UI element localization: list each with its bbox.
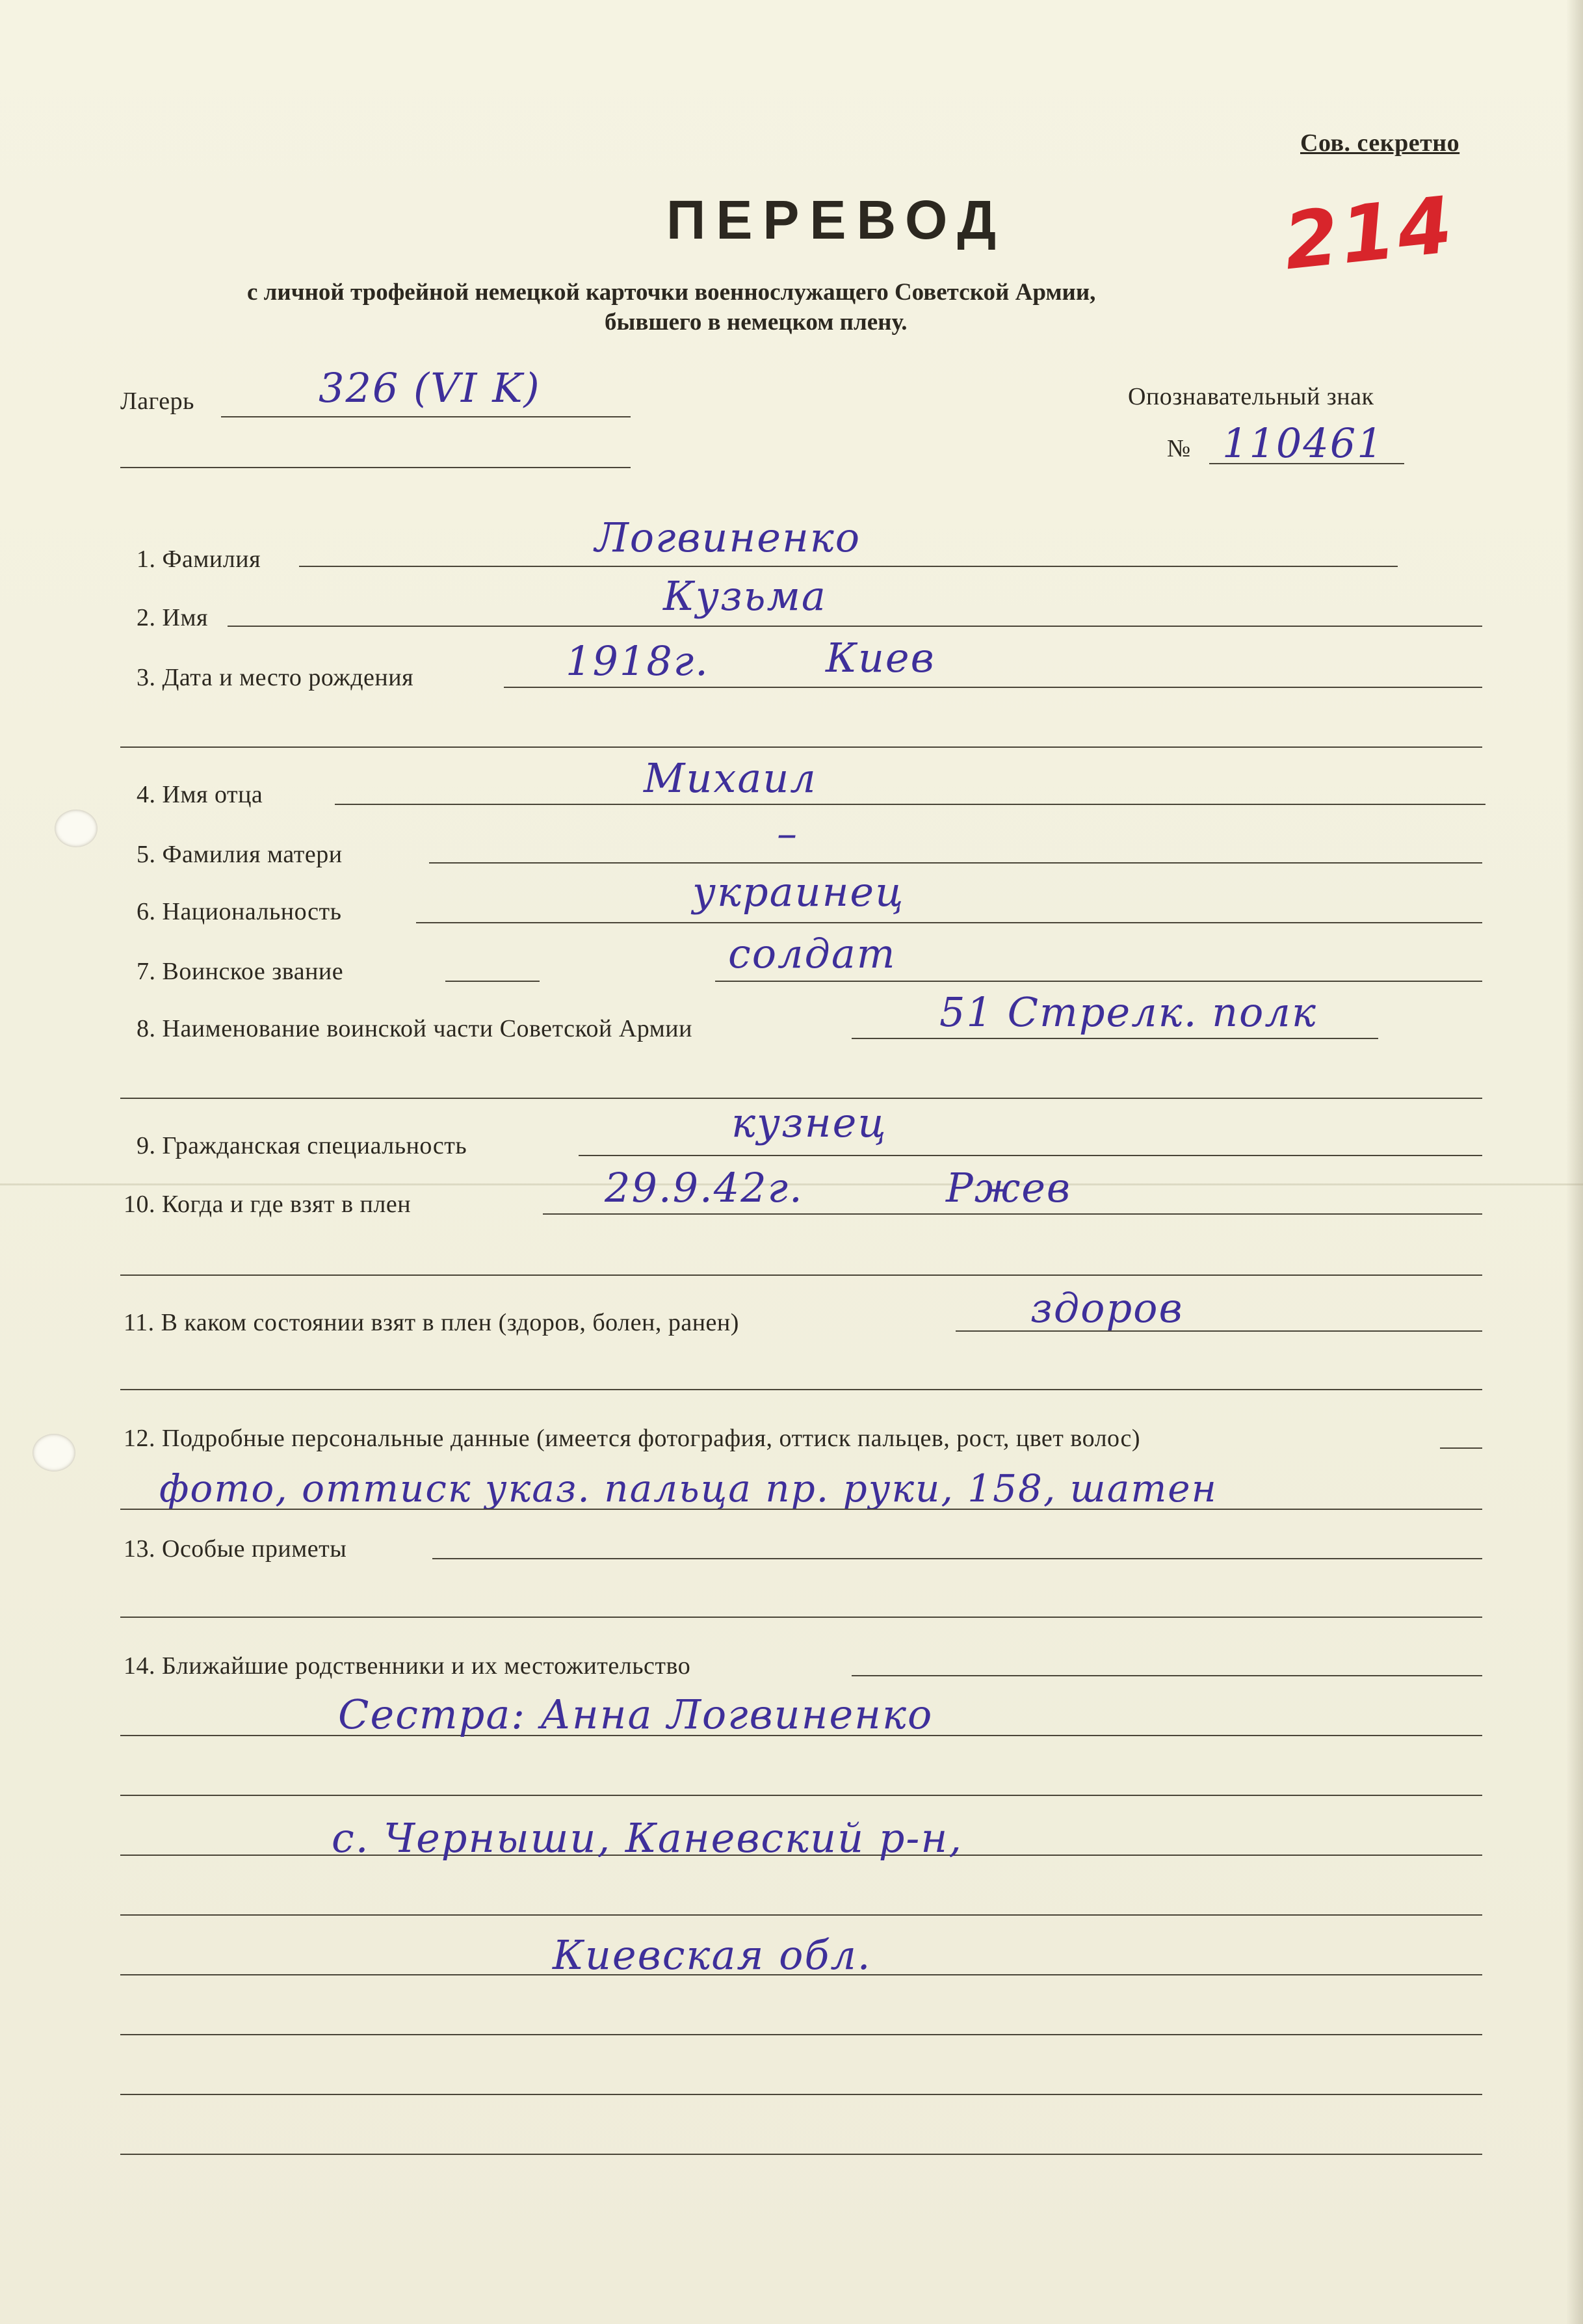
field-12-line: [1440, 1447, 1482, 1449]
field-7-label: 7. Воинское звание: [137, 958, 344, 985]
field-7-line-b: [715, 981, 1482, 982]
field-6-label: 6. Национальность: [137, 898, 342, 925]
field-12-line-2: [120, 1509, 1482, 1510]
field-14-value-line-2: с. Черныши, Каневский р-н,: [332, 1814, 963, 1862]
field-5-value: –: [777, 810, 798, 857]
field-6-value: украинец: [692, 868, 905, 916]
field-1-line: [299, 566, 1398, 567]
field-3-line-2: [120, 746, 1482, 748]
field-14-line: [852, 1675, 1482, 1676]
field-10-line-2: [120, 1274, 1482, 1276]
field-1-label: 1. Фамилия: [137, 546, 261, 573]
field-13-line: [432, 1558, 1482, 1559]
field-14-value-line-1: Сестра: Анна Логвиненко: [338, 1691, 934, 1738]
id-number-value: 110461: [1222, 419, 1384, 467]
field-4-line: [335, 804, 1485, 805]
field-14-value-line-3: Киевская обл.: [553, 1931, 872, 1979]
field-7-value: солдат: [728, 930, 896, 977]
red-handwritten-number: 214: [1279, 179, 1459, 288]
field-4-value: Михаил: [644, 754, 817, 802]
field-14-label: 14. Ближайшие родственники и их местожительство: [124, 1652, 691, 1680]
field-2-line: [228, 626, 1482, 627]
punch-hole: [33, 1434, 75, 1472]
classification-stamp: Сов. секретно: [1300, 129, 1460, 157]
field-14-line-8: [120, 2094, 1482, 2095]
camp-line: [221, 416, 631, 417]
field-10-place: Ржев: [946, 1164, 1071, 1211]
subtitle-line-1: с личной трофейной немецкой карточки военнослужащего Советской Армии,: [247, 279, 1096, 306]
field-11-line-2: [120, 1389, 1482, 1390]
field-13-line-2: [120, 1617, 1482, 1618]
field-2-value: Кузьма: [663, 572, 827, 620]
field-6-line: [416, 922, 1482, 923]
field-7-line-a: [445, 981, 540, 982]
field-9-label: 9. Гражданская специальность: [137, 1132, 467, 1159]
camp-label: Лагерь: [120, 388, 194, 415]
field-4-label: 4. Имя отца: [137, 781, 263, 808]
field-1-value: Логвиненко: [595, 514, 861, 561]
id-number-prefix: №: [1167, 435, 1191, 462]
camp-line-2: [120, 467, 631, 468]
field-8-value: 51 Стрелк. полк: [939, 988, 1317, 1036]
field-8-label: 8. Наименование воинской части Советской Армии: [137, 1015, 692, 1042]
field-2-label: 2. Имя: [137, 604, 208, 631]
field-10-date: 29.9.42г.: [605, 1164, 804, 1211]
field-9-value: кузнец: [731, 1099, 887, 1146]
camp-value: 326 (VI K): [319, 364, 541, 412]
field-12-label: 12. Подробные персональные данные (имеется фотография, оттиск пальцев, рост, цвет волос): [124, 1425, 1140, 1452]
field-14-line-5: [120, 1914, 1482, 1916]
field-14-line-9: [120, 2154, 1482, 2155]
field-3-line: [504, 687, 1482, 688]
field-14-line-3: [120, 1795, 1482, 1796]
field-13-label: 13. Особые приметы: [124, 1535, 347, 1563]
field-3-date: 1918г.: [566, 637, 709, 685]
page-title: ПЕРЕВОД: [666, 189, 1007, 250]
field-10-label: 10. Когда и где взят в плен: [124, 1191, 412, 1218]
field-14-line-7: [120, 2034, 1482, 2035]
field-3-label: 3. Дата и место рождения: [137, 664, 414, 691]
field-10-line: [543, 1213, 1482, 1215]
field-12-value: фото, оттиск указ. пальца пр. руки, 158, шатен: [159, 1466, 1218, 1511]
field-9-line: [579, 1155, 1482, 1156]
field-5-label: 5. Фамилия матери: [137, 841, 343, 868]
field-3-place: Киев: [826, 634, 935, 681]
id-mark-label: Опознавательный знак: [1128, 383, 1374, 410]
field-5-line: [429, 862, 1482, 864]
field-11-value: здоров: [1030, 1284, 1184, 1332]
subtitle-line-2: бывшего в немецком плену.: [605, 309, 908, 336]
punch-hole: [55, 810, 98, 847]
field-8-line: [852, 1038, 1378, 1039]
field-11-label: 11. В каком состоянии взят в плен (здоров, болен, ранен): [124, 1309, 739, 1336]
page-edge-shadow: [1566, 0, 1583, 2324]
